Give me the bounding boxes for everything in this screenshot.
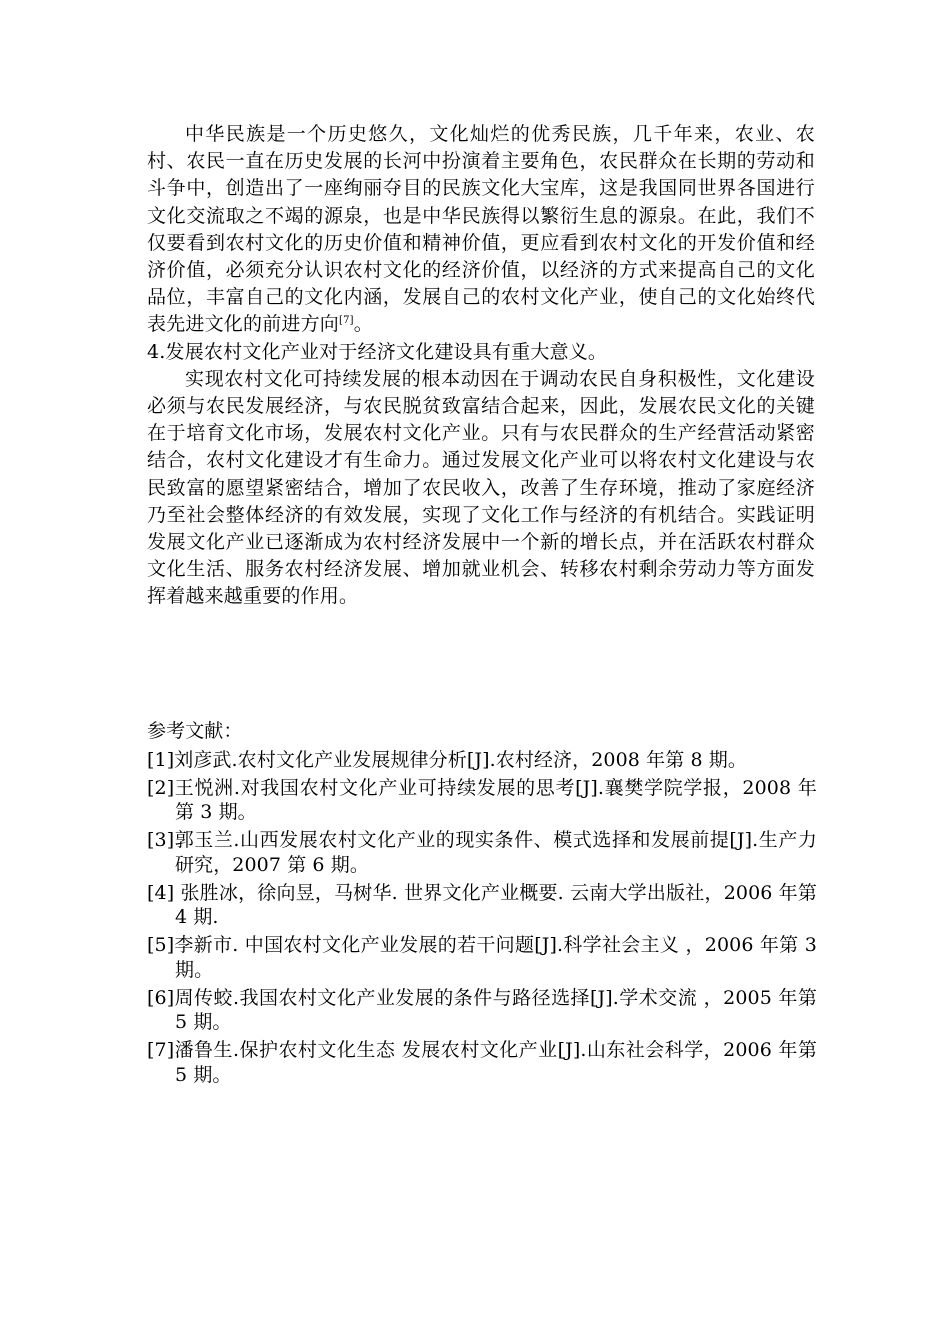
reference-item-2: [2]王悦洲.对我国农村文化产业可持续发展的思考[J].襄樊学院学报，2008 年第 3 期。 <box>147 776 817 823</box>
paragraph-1 <box>147 121 815 339</box>
references-section <box>147 719 817 1091</box>
reference-item-1: [1]刘彦武.农村文化产业发展规律分析[J].农村经济，2008 年第 8 期。 <box>147 748 747 771</box>
section-heading-4: 4.发展农村文化产业对于经济文化建设具有重大意义。 <box>147 340 608 363</box>
paragraph-2: 实现农村文化可持续发展的根本动因在于调动农民自身积极性，文化建设必须与农民发展经济，与农民脱贫致富结合起来，因此，发展农民文化的关键在于培育文化市场，发展农村文化产业。只有与农民群众的生产经营活动紧密结合，农村文化建设才有生命力。通过发展文化产业可以将农村文化建设与农民致富的愿望紧密结合，增加了农民收入，改善了生存环境，推动了家庭经济乃至社会整体经济的有效发展，实现了文化工作与经济的有机结合。实践证明发展文化产业已逐渐成为农村经济发展中一个新的增长点，并在活跃农村群众文化生活、服务农村经济发展、增加就业机会、转移农村剩余劳动力等方面发挥着越来越重要的作用。 <box>147 367 815 608</box>
reference-item-3: [3]郭玉兰.山西发展农村文化产业的现实条件、模式选择和发展前提[J].生产力研究，2007 第 6 期。 <box>147 829 817 876</box>
reference-item-6: [6]周传蛟.我国农村文化产业发展的条件与路径选择[J].学术交流 ，2005 年第 5 期。 <box>147 986 817 1033</box>
paragraph-1-end: 。 <box>353 313 373 336</box>
citation-7: [7] <box>339 315 354 327</box>
reference-item-4: [4] 张胜冰，徐向昱，马树华. 世界文化产业概要. 云南大学出版社，2006 年第 4 期. <box>147 881 817 928</box>
references-title: 参考文献： <box>147 720 243 742</box>
reference-item-5: [5]李新市. 中国农村文化产业发展的若干问题[J].科学社会主义 ，2006 年第 3 期。 <box>147 934 817 981</box>
paragraph-1-text: 中华民族是一个历史悠久，文化灿烂的优秀民族，几千年来，农业、农村、农民一直在历史发展的长河中扮演着主要角色，农民群众在长期的劳动和斗争中，创造出了一座绚丽夺目的民族文化大宝库，这是我国同世界各国进行文化交流取之不竭的源泉，也是中华民族得以繁衍生息的源泉。在此，我们不仅要看到农村文化的历史价值和精神价值，更应看到农村文化的开发价值和经济价值，必须充分认识农村文化的经济价值，以经济的方式来提高自己的文化品位，丰富自己的文化内涵，发展自己的农村文化产业，使自己的文化始终代表先进文化的前进方向 <box>147 123 815 336</box>
reference-item-7: [7]潘鲁生.保护农村文化生态 发展农村文化产业[J].山东社会科学，2006 年第 5 期。 <box>147 1039 817 1086</box>
body-text <box>147 121 815 611</box>
